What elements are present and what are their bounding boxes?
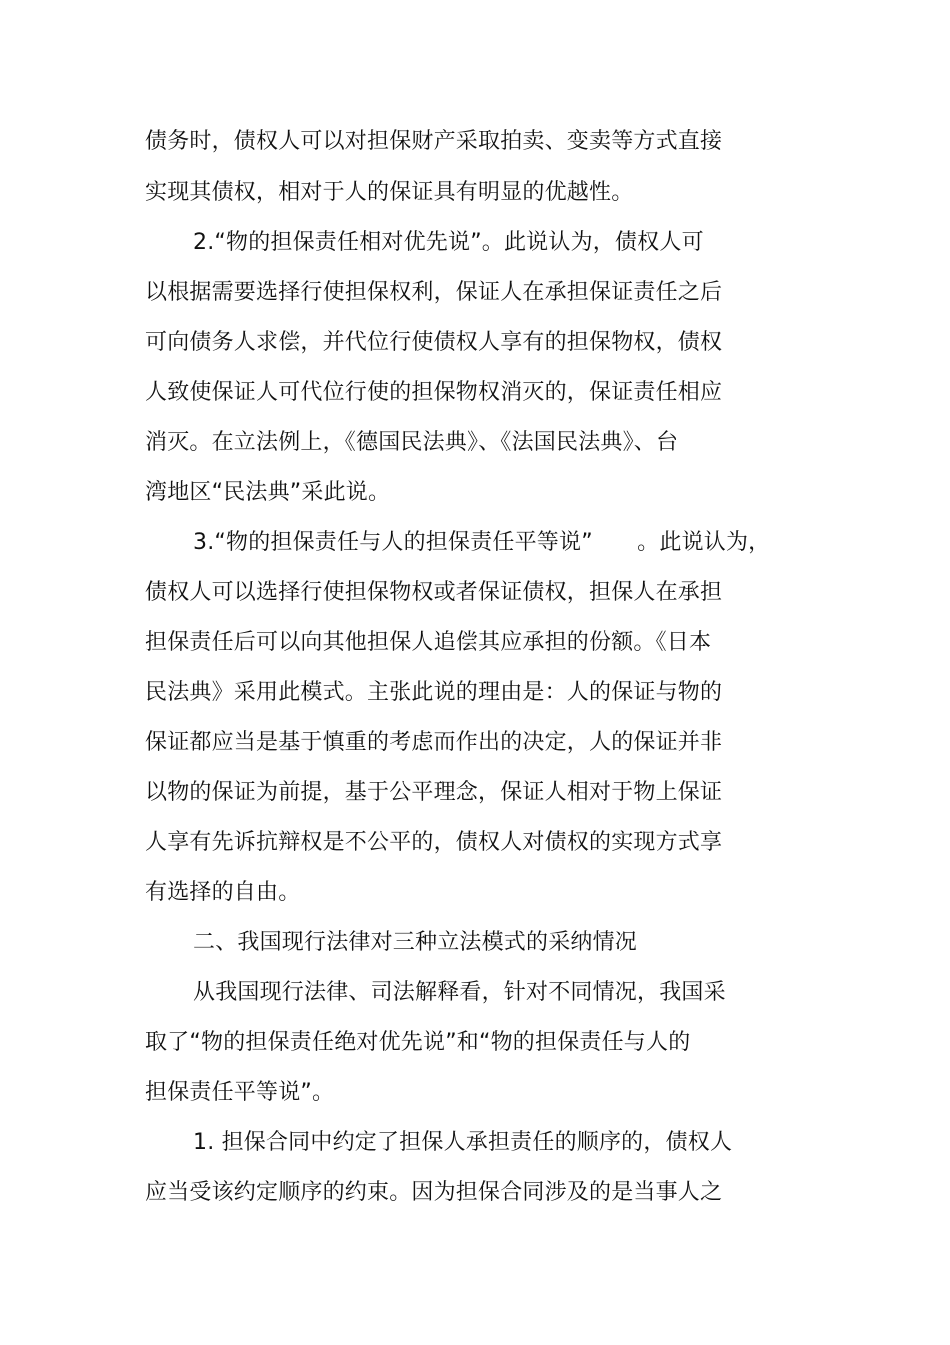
text-line-22: 应当受该约定顺序的约束。因为担保合同涉及的是当事人之 — [145, 1180, 723, 1205]
text-line-4: 以根据需要选择行使担保权利，保证人在承担保证责任之后 — [145, 280, 723, 305]
text-line-12: 民法典》采用此模式。主张此说的理由是：人的保证与物的 — [145, 680, 723, 705]
text-line-16: 有选择的自由。 — [145, 880, 301, 905]
text-line-10: 债权人可以选择行使担保物权或者保证债权，担保人在承担 — [145, 580, 723, 605]
text-line-13: 保证都应当是基于慎重的考虑而作出的决定，人的保证并非 — [145, 730, 723, 755]
text-line-11: 担保责任后可以向其他担保人追偿其应承担的份额。《日本 — [145, 630, 712, 655]
text-line-2: 实现其债权，相对于人的保证具有明显的优越性。 — [145, 180, 634, 205]
text-line-6: 人致使保证人可代位行使的担保物权消灭的，保证责任相应 — [145, 380, 723, 405]
text-line-1: 债务时，债权人可以对担保财产采取拍卖、变卖等方式直接 — [145, 129, 723, 154]
text-line-20: 担保责任平等说”。 — [145, 1080, 335, 1105]
text-line-9: 3.“物的担保责任与人的担保责任平等说” 。此说认为， — [193, 530, 771, 555]
text-line-18: 从我国现行法律、司法解释看，针对不同情况，我国采 — [193, 980, 726, 1005]
text-line-5: 可向债务人求偿，并代位行使债权人享有的担保物权，债权 — [145, 330, 723, 355]
text-line-8: 湾地区“民法典”采此说。 — [145, 480, 391, 505]
text-line-15: 人享有先诉抗辩权是不公平的，债权人对债权的实现方式享 — [145, 830, 723, 855]
section-heading: 二、我国现行法律对三种立法模式的采纳情况 — [193, 930, 638, 955]
text-line-14: 以物的保证为前提，基于公平理念，保证人相对于物上保证 — [145, 780, 723, 805]
text-line-7: 消灭。在立法例上，《德国民法典》、《法国民法典》、台 — [145, 430, 679, 455]
text-line-21: 1. 担保合同中约定了担保人承担责任的顺序的，债权人 — [193, 1130, 733, 1155]
text-line-19: 取了“物的担保责任绝对优先说”和“物的担保责任与人的 — [145, 1030, 691, 1055]
text-line-3: 2.“物的担保责任相对优先说”。此说认为，债权人可 — [193, 230, 704, 255]
